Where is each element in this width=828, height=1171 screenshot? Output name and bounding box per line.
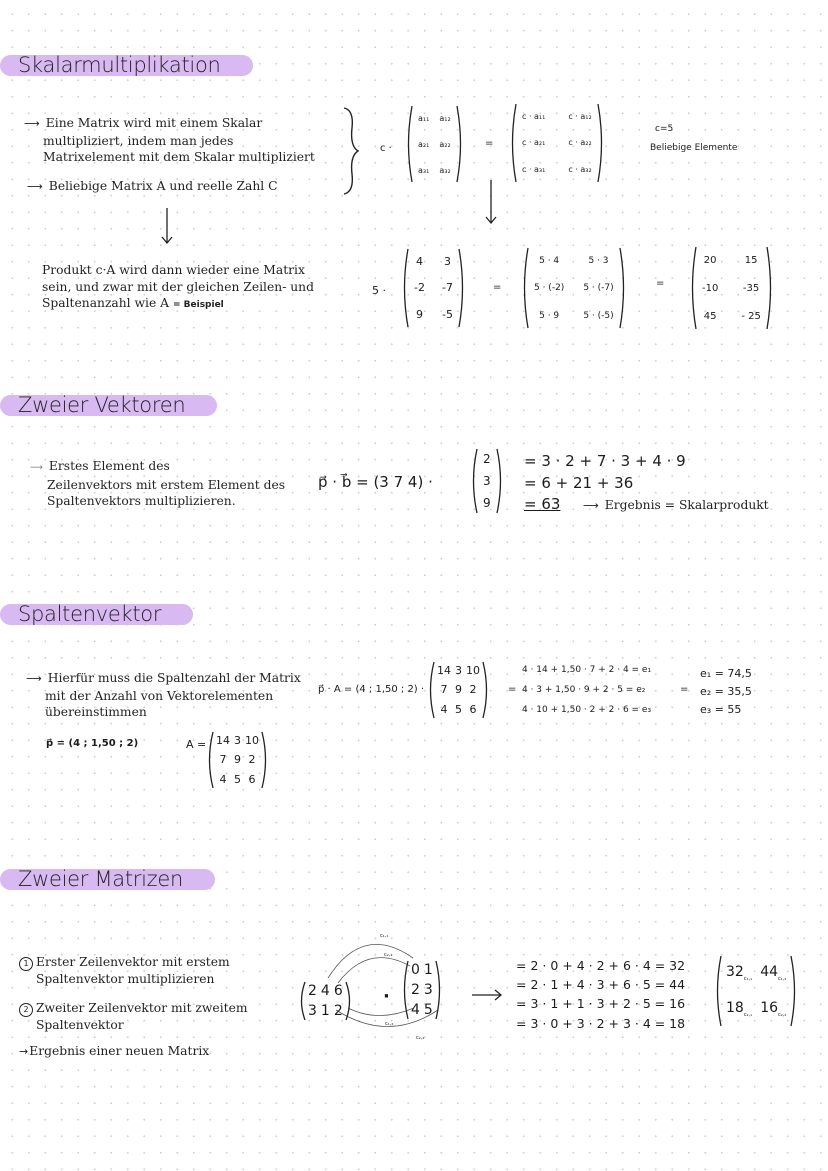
vektor-column: 2 3 9 (469, 448, 505, 514)
spalten-result-3: e₃ = 55 (700, 703, 742, 716)
right-matrix: 0 1 2 3 4 5 (400, 960, 444, 1020)
general-equals: = (485, 138, 494, 149)
matrizen-item-3: →Ergebnis einer neuen Matrix (19, 1044, 210, 1058)
general-result-matrix: c · a₁₁ c · a₁₂ c · a₂₁ c · a₂₂ c · a₃₁ c · a₃₂ (508, 103, 606, 183)
example-matrix: 4 3 -2 -7 9 -5 (400, 248, 467, 328)
a-label: A = (186, 738, 207, 751)
left-matrix: 2 4 6 3 1 2 (297, 981, 354, 1021)
down-arrow-icon (160, 206, 174, 246)
arc-label-4: c₂,₂ (416, 1035, 425, 1041)
spaltenvektor-text: ⟶ Hierfür muss die Spaltenzahl der Matrix mit der Anzahl von Vektorelementen übereinstimmen (26, 671, 301, 719)
matrizen-result-matrix: $32_{c_1,_1}$ $44_{c_1,_2}$ $18_{c_2,_1}$ $16_{c_2,_2}$ (713, 955, 799, 1027)
down-arrow-icon (484, 178, 498, 226)
spalten-row-3: 4 · 10 + 1,50 · 2 + 2 · 6 = e₃ (522, 705, 652, 715)
matrizen-row-1: = 2 · 0 + 4 · 2 + 6 · 4 = 32 (516, 958, 686, 973)
matrizen-item-1: 1 Erster Zeilenvektor mit erstem Spaltenvektor multiplizieren (19, 954, 230, 988)
matrizen-row-4: = 3 · 0 + 3 · 2 + 3 · 4 = 18 (516, 1016, 686, 1031)
spalten-result-2: e₂ = 35,5 (700, 685, 752, 698)
spalten-row-2: 4 · 3 + 1,50 · 9 + 2 · 5 = e₂ (522, 685, 646, 695)
vektor-ergebnis: ⟶ Ergebnis = Skalarprodukt (583, 498, 769, 512)
example-scalar: 5 · (372, 284, 386, 297)
beispiel-note: = Beispiel (172, 300, 224, 310)
arc-label-2: c₂,₁ (384, 952, 393, 958)
skalar-bullet-2: ⟶ Beliebige Matrix A und reelle Zahl C (27, 179, 278, 193)
right-arrow-icon (470, 988, 504, 1002)
spalten-lhs: p⃗ · A = (4 ; 1,50 ; 2) · (318, 684, 425, 695)
arrow-icon: ⟶ (27, 180, 43, 193)
matrizen-row-3: = 3 · 1 + 1 · 3 + 2 · 5 = 16 (516, 996, 686, 1011)
example-steps-matrix: 5 · 4 5 · 3 5 · (-2) 5 · (-7) 5 · 9 5 · (-5) (520, 247, 628, 329)
arrow-icon: ⟶ (24, 117, 40, 130)
heading-spaltenvektor: Spaltenvektor (0, 604, 193, 625)
heading-zweier-vektoren: Zweier Vektoren (0, 395, 217, 416)
number-circle-1-icon: 1 (19, 957, 33, 971)
general-matrix-a: a₁₁ a₁₂ a₂₁ a₂₂ a₃₁ a₃₂ (404, 105, 465, 183)
arrow-icon: ⟶ (30, 463, 43, 473)
example-result-matrix: 20 15 -10 -35 45 - 25 (688, 246, 775, 330)
arc-label-1: c₁,₁ (380, 933, 389, 939)
arrow-icon: ⟶ (583, 499, 599, 512)
note-c-equals-5: c=5 (655, 124, 674, 134)
spalten-equals: = (508, 684, 517, 695)
number-circle-2-icon: 2 (19, 1003, 33, 1017)
example-equals-1: = (493, 282, 502, 293)
curly-brace-icon (340, 106, 360, 196)
vektoren-text: ⟶ Erstes Element des Zeilenvektors mit erstem Element des Spaltenvektors multiplizieren. (30, 459, 286, 508)
skalar-product-text: Produkt c·A wird dann wieder eine Matrix sein, und zwar mit der gleichen Zeilen- und Spaltenanzahl wie A = Beispiel (42, 263, 314, 310)
vektor-step-1: = 3 · 2 + 7 · 3 + 4 · 9 (524, 452, 686, 470)
spalten-matrix: 14 3 10 7 9 2 4 5 6 (426, 661, 491, 719)
spalten-row-1: 4 · 14 + 1,50 · 7 + 2 · 4 = e₁ (522, 665, 652, 675)
spalten-result-1: e₁ = 74,5 (700, 667, 752, 680)
matrix-a: 14 3 10 7 9 2 4 5 6 (205, 731, 270, 789)
example-equals-2: = (656, 278, 665, 289)
matrizen-row-2: = 2 · 1 + 4 · 3 + 6 · 5 = 44 (516, 977, 686, 992)
vektor-step-2: = 6 + 21 + 36 (524, 474, 634, 492)
matrizen-item-2: 2 Zweiter Zeilenvektor mit zweitem Spaltenvektor (19, 1000, 248, 1034)
spalten-equals-2: = (680, 684, 689, 695)
arrow-icon: → (19, 1045, 29, 1058)
arc-label-3: c₁,₂ (385, 1021, 394, 1027)
vektor-lhs: p⃗ · b⃗ = (3 7 4) · (318, 473, 433, 491)
heading-skalarmultiplikation: Skalarmultiplikation (0, 55, 253, 76)
matrix-dot: · (383, 986, 390, 1007)
arrow-icon: ⟶ (26, 672, 42, 685)
general-scalar: c · (380, 143, 392, 154)
p-definition: p⃗ = (4 ; 1,50 ; 2) (46, 738, 139, 749)
vektor-step-3: = 63 (524, 495, 561, 513)
note-beliebige-elemente: Beliebige Elemente (650, 143, 738, 153)
heading-zweier-matrizen: Zweier Matrizen (0, 869, 215, 890)
skalar-bullet-1: ⟶ Eine Matrix wird mit einem Skalar multipliziert, indem man jedes Matrixelement mit dem Skalar multipliziert (24, 116, 315, 164)
